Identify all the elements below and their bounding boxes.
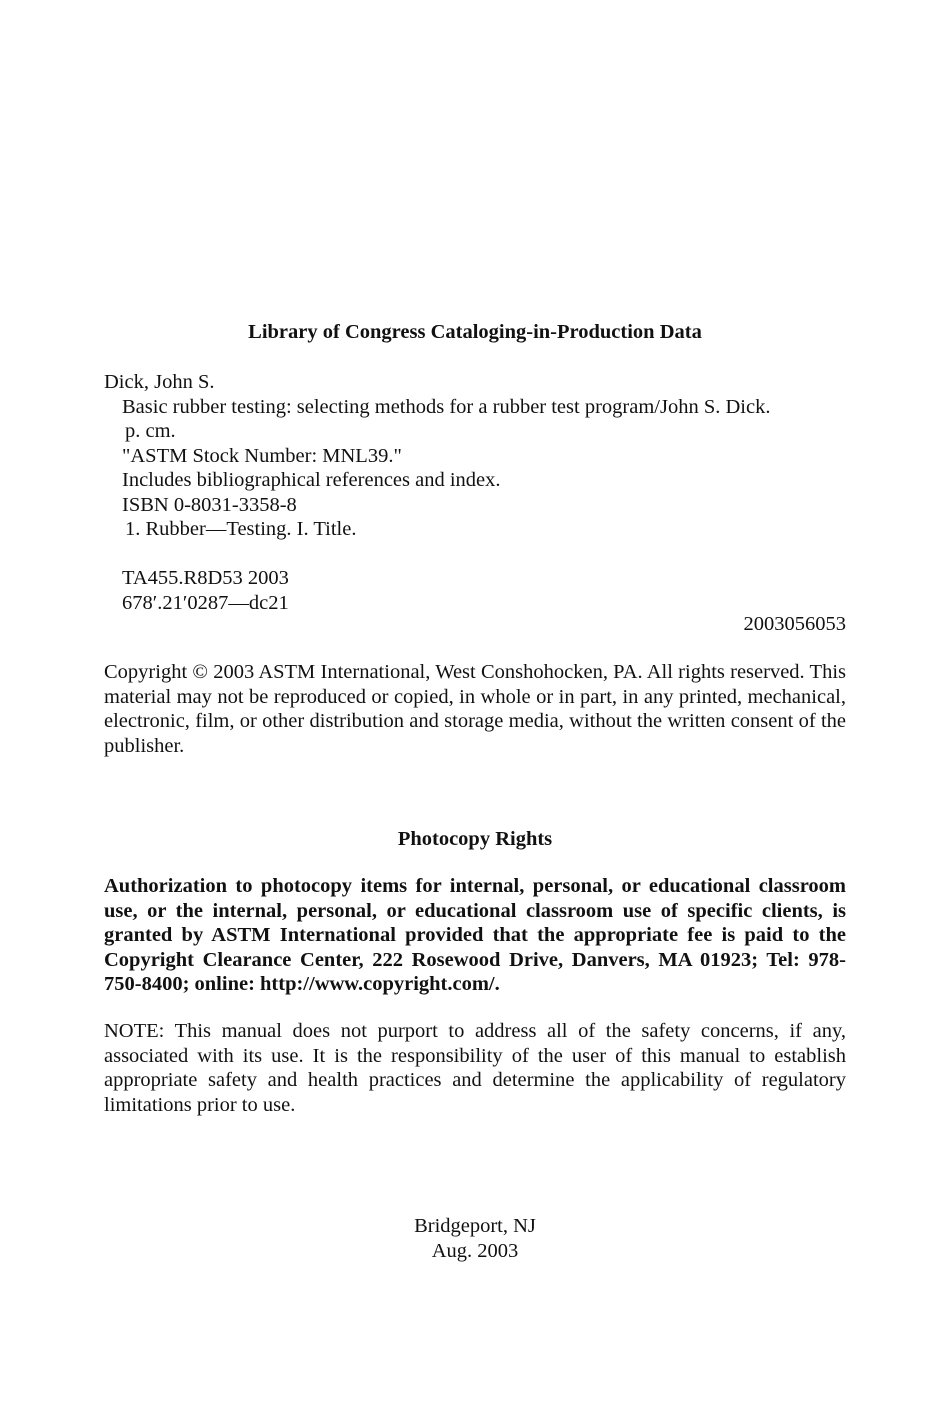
cip-lccn: 2003056053 xyxy=(743,613,846,635)
cip-notes: Includes bibliographical references and index. xyxy=(122,469,501,491)
cip-author: Dick, John S. xyxy=(104,371,215,393)
safety-note: NOTE: This manual does not purport to address all of the safety concerns, if any, associated with its use. It is the responsibility of the user of this manual to establish appropriate safety and health practices and determine the applicability of regulatory limitations prior to use. xyxy=(104,1020,846,1116)
cip-title: Library of Congress Cataloging-in-Production Data xyxy=(248,321,702,343)
cip-spacer xyxy=(104,542,846,567)
copyright-notice: Copyright © 2003 ASTM International, West Conshohocken, PA. All rights reserved. This material may not be reproduced or copied, in whole or in part, in any printed, mechanical, electronic, film, or other distribution and storage media, without the written consent of the publisher. xyxy=(104,661,846,757)
copyright-page xyxy=(104,0,846,1425)
cip-subjects: 1. Rubber—Testing. I. Title. xyxy=(125,518,357,540)
cip-isbn: ISBN 0-8031-3358-8 xyxy=(122,493,297,516)
imprint xyxy=(104,1214,846,1263)
imprint-place: Bridgeport, NJ xyxy=(414,1215,536,1237)
cip-dewey-number: 678′.21′0287—dc21 xyxy=(122,591,289,614)
photocopy-rights-heading: Photocopy Rights xyxy=(397,828,553,850)
cip-lc-class-number: TA455.R8D53 2003 xyxy=(122,567,289,589)
imprint-date: Aug. 2003 xyxy=(431,1239,519,1262)
photocopy-rights-text: Authorization to photocopy items for internal, personal, or educational classroom use, or the internal, personal, or educational classroom use of specific clients, is granted by ASTM International provided that the appropriate fee is paid to the Copyright Clearance Center, 222 Rosewood Drive, Danvers, MA 01923; Tel: 978-750-8400; online: http://www.copyright.com/. xyxy=(104,875,846,995)
cip-title-entry: Basic rubber testing: selecting methods for a rubber test program/John S. Dick. xyxy=(122,395,771,418)
cip-record xyxy=(104,370,846,615)
cip-physical-description: p. cm. xyxy=(125,420,176,442)
cip-stock-number: "ASTM Stock Number: MNL39." xyxy=(122,444,402,467)
